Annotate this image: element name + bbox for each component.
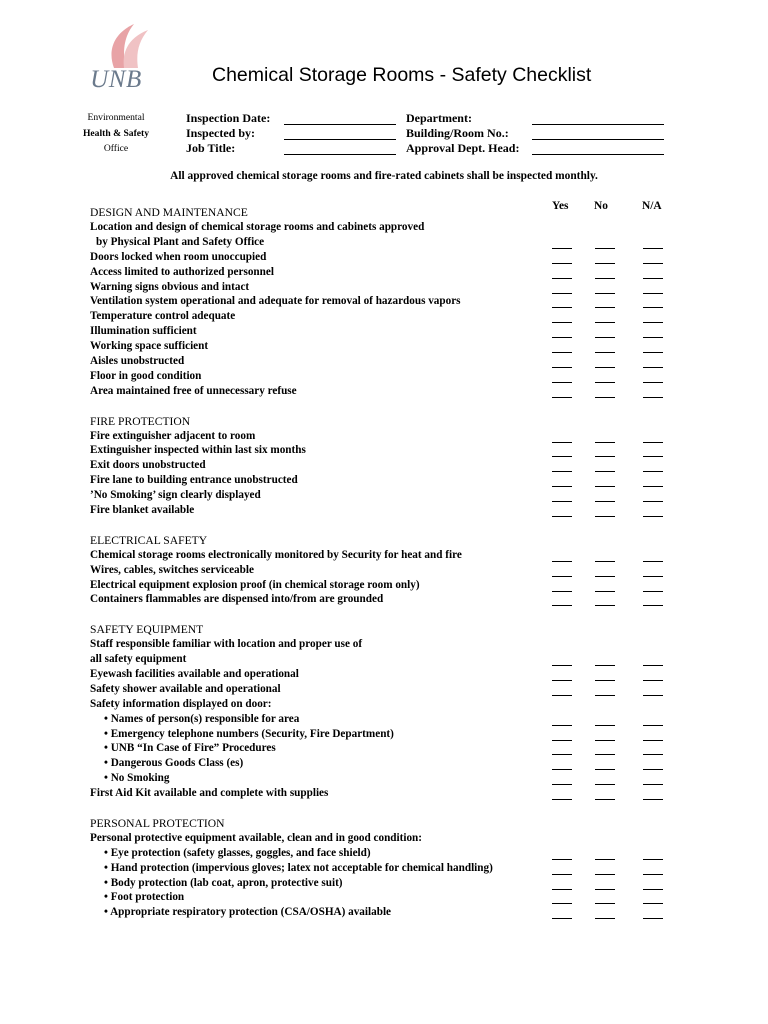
checklist-item: Staff responsible familiar with location and proper use of	[90, 638, 363, 651]
answer-blank-na[interactable]	[643, 456, 663, 457]
checklist-item: Access limited to authorized personnel	[90, 265, 274, 278]
checklist-item: Eyewash facilities available and operational	[90, 667, 299, 680]
office-line-2: Health & Safety	[82, 127, 150, 139]
checklist-item: • UNB “In Case of Fire” Procedures	[104, 742, 276, 755]
field-input-right-1[interactable]	[532, 139, 664, 140]
answer-blank-no[interactable]	[595, 516, 615, 517]
answer-blank-na[interactable]	[643, 471, 663, 472]
field-input-left-1[interactable]	[284, 139, 396, 140]
answer-blank-no[interactable]	[595, 695, 615, 696]
checklist-item: Electrical equipment explosion proof (in chemical storage room only)	[90, 578, 420, 591]
answer-blank-na[interactable]	[643, 769, 663, 770]
answer-blank-no[interactable]	[595, 591, 615, 592]
answer-blank-na[interactable]	[643, 859, 663, 860]
checklist-item: • Eye protection (safety glasses, goggles, and face shield)	[104, 846, 371, 859]
answer-blank-na[interactable]	[643, 784, 663, 785]
section-title: SAFETY EQUIPMENT	[90, 623, 204, 637]
answer-blank-no[interactable]	[595, 278, 615, 279]
answer-blank-na[interactable]	[643, 501, 663, 502]
answer-blank-na[interactable]	[643, 918, 663, 919]
answer-blank-na[interactable]	[643, 397, 663, 398]
checklist-item: • Dangerous Goods Class (es)	[104, 757, 244, 770]
answer-blank-yes[interactable]	[552, 725, 572, 726]
answer-blank-no[interactable]	[595, 903, 615, 904]
checklist-item: Floor in good condition	[90, 369, 202, 382]
answer-blank-yes[interactable]	[552, 769, 572, 770]
answer-blank-na[interactable]	[643, 442, 663, 443]
answer-blank-na[interactable]	[643, 516, 663, 517]
answer-blank-na[interactable]	[643, 605, 663, 606]
answer-blank-na[interactable]	[643, 576, 663, 577]
checklist-item: Area maintained free of unnecessary refuse	[90, 384, 297, 397]
column-no: No	[594, 200, 608, 212]
checklist-item: Safety shower available and operational	[90, 682, 281, 695]
checklist-item: Extinguisher inspected within last six months	[90, 444, 306, 457]
answer-blank-na[interactable]	[643, 799, 663, 800]
field-input-left-0[interactable]	[284, 124, 396, 125]
checklist-item: Temperature control adequate	[90, 310, 236, 323]
field-label-right-0: Department:	[406, 111, 472, 125]
office-line-1: Environmental	[87, 112, 145, 123]
answer-blank-yes[interactable]	[552, 293, 572, 294]
checklist-item: Safety information displayed on door:	[90, 697, 272, 710]
field-label-left-2: Job Title:	[186, 141, 236, 155]
unb-logo	[76, 22, 156, 98]
answer-blank-yes[interactable]	[552, 665, 572, 666]
answer-blank-yes[interactable]	[552, 680, 572, 681]
answer-blank-no[interactable]	[595, 576, 615, 577]
checklist-item: • Foot protection	[104, 891, 185, 904]
checklist-item: • Appropriate respiratory protection (CSA/OSHA) available	[104, 906, 392, 919]
checklist-item: First Aid Kit available and complete with supplies	[90, 787, 329, 800]
answer-blank-yes[interactable]	[552, 456, 572, 457]
answer-blank-no[interactable]	[595, 918, 615, 919]
answer-blank-no[interactable]	[595, 799, 615, 800]
answer-blank-no[interactable]	[595, 889, 615, 890]
column-yes: Yes	[552, 200, 569, 212]
answer-blank-yes[interactable]	[552, 576, 572, 577]
answer-blank-yes[interactable]	[552, 397, 572, 398]
office-line-3: Office	[103, 143, 129, 154]
answer-blank-no[interactable]	[595, 740, 615, 741]
checklist-item: Illumination sufficient	[90, 325, 197, 338]
answer-blank-na[interactable]	[643, 695, 663, 696]
checklist-item: Fire blanket available	[90, 504, 195, 516]
answer-blank-no[interactable]	[595, 754, 615, 755]
checklist-item: Ventilation system operational and adequate for removal of hazardous vapors	[90, 295, 461, 308]
section-title: PERSONAL PROTECTION	[90, 816, 225, 830]
answer-blank-na[interactable]	[643, 307, 663, 308]
answer-blank-no[interactable]	[595, 769, 615, 770]
checklist-item: ’No Smoking’ sign clearly displayed	[90, 489, 261, 502]
answer-blank-yes[interactable]	[552, 307, 572, 308]
logo-text: UNB	[90, 66, 142, 93]
answer-blank-no[interactable]	[595, 263, 615, 264]
answer-blank-yes[interactable]	[552, 322, 572, 323]
answer-blank-no[interactable]	[595, 456, 615, 457]
checklist-item: Personal protective equipment available, clean and in good condition:	[90, 831, 423, 844]
answer-blank-na[interactable]	[643, 874, 663, 875]
answer-blank-yes[interactable]	[552, 486, 572, 487]
checklist-item: Working space sufficient	[90, 340, 209, 353]
answer-blank-na[interactable]	[643, 561, 663, 562]
answer-blank-yes[interactable]	[552, 248, 572, 249]
answer-blank-yes[interactable]	[552, 561, 572, 562]
answer-blank-no[interactable]	[595, 248, 615, 249]
answer-blank-no[interactable]	[595, 874, 615, 875]
answer-blank-yes[interactable]	[552, 471, 572, 472]
section-title: FIRE PROTECTION	[90, 414, 191, 428]
answer-blank-na[interactable]	[643, 322, 663, 323]
checklist-item: Chemical storage rooms electronically monitored by Security for heat and fire	[90, 548, 462, 561]
answer-blank-yes[interactable]	[552, 874, 572, 875]
answer-blank-na[interactable]	[643, 293, 663, 294]
column-na: N/A	[642, 200, 662, 212]
answer-blank-no[interactable]	[595, 859, 615, 860]
page-title: Chemical Storage Rooms - Safety Checklist	[212, 64, 592, 86]
answer-blank-no[interactable]	[595, 442, 615, 443]
answer-blank-na[interactable]	[643, 486, 663, 487]
section-title: DESIGN AND MAINTENANCE	[90, 206, 248, 219]
answer-blank-no[interactable]	[595, 665, 615, 666]
answer-blank-na[interactable]	[643, 680, 663, 681]
answer-blank-na[interactable]	[643, 754, 663, 755]
checklist-item: • Names of person(s) responsible for area	[104, 712, 300, 725]
checklist-item: by Physical Plant and Safety Office	[96, 235, 265, 248]
field-label-right-1: Building/Room No.:	[406, 126, 509, 140]
answer-blank-yes[interactable]	[552, 591, 572, 592]
answer-blank-no[interactable]	[595, 680, 615, 681]
checklist-item: Exit doors unobstructed	[90, 459, 206, 472]
answer-blank-yes[interactable]	[552, 889, 572, 890]
answer-blank-yes[interactable]	[552, 382, 572, 383]
answer-blank-yes[interactable]	[552, 799, 572, 800]
answer-blank-yes[interactable]	[552, 352, 572, 353]
answer-blank-yes[interactable]	[552, 337, 572, 338]
answer-blank-na[interactable]	[643, 591, 663, 592]
checklist-item: • Hand protection (impervious gloves; latex not acceptable for chemical handling)	[104, 861, 493, 874]
field-input-right-0[interactable]	[532, 124, 664, 125]
answer-blank-na[interactable]	[643, 740, 663, 741]
office-name	[70, 110, 162, 157]
checklist-item: • No Smoking	[104, 772, 170, 785]
answer-blank-yes[interactable]	[552, 501, 572, 502]
answer-blank-no[interactable]	[595, 337, 615, 338]
answer-blank-na[interactable]	[643, 665, 663, 666]
sail-icon	[94, 22, 150, 72]
checklist-item: Doors locked when room unoccupied	[90, 250, 267, 263]
answer-blank-na[interactable]	[643, 903, 663, 904]
answer-blank-yes[interactable]	[552, 695, 572, 696]
section-title: ELECTRICAL SAFETY	[90, 533, 208, 547]
answer-blank-no[interactable]	[595, 322, 615, 323]
answer-blank-no[interactable]	[595, 486, 615, 487]
answer-blank-no[interactable]	[595, 784, 615, 785]
answer-blank-no[interactable]	[595, 382, 615, 383]
answer-blank-yes[interactable]	[552, 754, 572, 755]
checklist-item: Containers flammables are dispensed into/from are grounded	[90, 593, 384, 606]
answer-blank-no[interactable]	[595, 293, 615, 294]
answer-blank-no[interactable]	[595, 561, 615, 562]
checklist-item: • Body protection (lab coat, apron, protective suit)	[104, 876, 343, 889]
field-input-right-2[interactable]	[532, 154, 664, 155]
answer-blank-na[interactable]	[643, 725, 663, 726]
answer-blank-na[interactable]	[643, 889, 663, 890]
answer-blank-na[interactable]	[643, 382, 663, 383]
answer-blank-no[interactable]	[595, 367, 615, 368]
answer-blank-yes[interactable]	[552, 442, 572, 443]
answer-blank-no[interactable]	[595, 352, 615, 353]
checklist-item: • Emergency telephone numbers (Security, Fire Department)	[104, 727, 394, 740]
answer-blank-yes[interactable]	[552, 516, 572, 517]
checklist-item: Fire lane to building entrance unobstructed	[90, 474, 298, 487]
answer-blank-na[interactable]	[643, 248, 663, 249]
answer-blank-yes[interactable]	[552, 263, 572, 264]
answer-blank-no[interactable]	[595, 397, 615, 398]
checklist-item: Fire extinguisher adjacent to room	[90, 429, 256, 442]
checklist-item: Warning signs obvious and intact	[90, 280, 250, 293]
field-input-left-2[interactable]	[284, 154, 396, 155]
answer-blank-yes[interactable]	[552, 784, 572, 785]
answer-blank-no[interactable]	[595, 605, 615, 606]
checklist-item: Aisles unobstructed	[90, 355, 185, 367]
checklist-item: Location and design of chemical storage rooms and cabinets approved	[90, 220, 425, 233]
answer-blank-yes[interactable]	[552, 918, 572, 919]
answer-blank-na[interactable]	[643, 367, 663, 368]
field-label-right-2: Approval Dept. Head:	[406, 141, 520, 155]
answer-blank-no[interactable]	[595, 501, 615, 502]
intro-text: All approved chemical storage rooms and fire-rated cabinets shall be inspected monthly.	[170, 170, 598, 182]
answer-blank-yes[interactable]	[552, 859, 572, 860]
field-label-left-0: Inspection Date:	[186, 111, 271, 125]
answer-blank-na[interactable]	[643, 278, 663, 279]
answer-blank-na[interactable]	[643, 352, 663, 353]
answer-blank-no[interactable]	[595, 307, 615, 308]
answer-blank-yes[interactable]	[552, 903, 572, 904]
answer-blank-yes[interactable]	[552, 740, 572, 741]
answer-blank-yes[interactable]	[552, 367, 572, 368]
answer-blank-yes[interactable]	[552, 605, 572, 606]
checklist-item: all safety equipment	[90, 653, 187, 665]
answer-blank-na[interactable]	[643, 337, 663, 338]
answer-blank-yes[interactable]	[552, 278, 572, 279]
field-label-left-1: Inspected by:	[186, 126, 256, 140]
checklist-item: Wires, cables, switches serviceable	[90, 563, 254, 576]
answer-blank-no[interactable]	[595, 725, 615, 726]
answer-blank-no[interactable]	[595, 471, 615, 472]
answer-blank-na[interactable]	[643, 263, 663, 264]
